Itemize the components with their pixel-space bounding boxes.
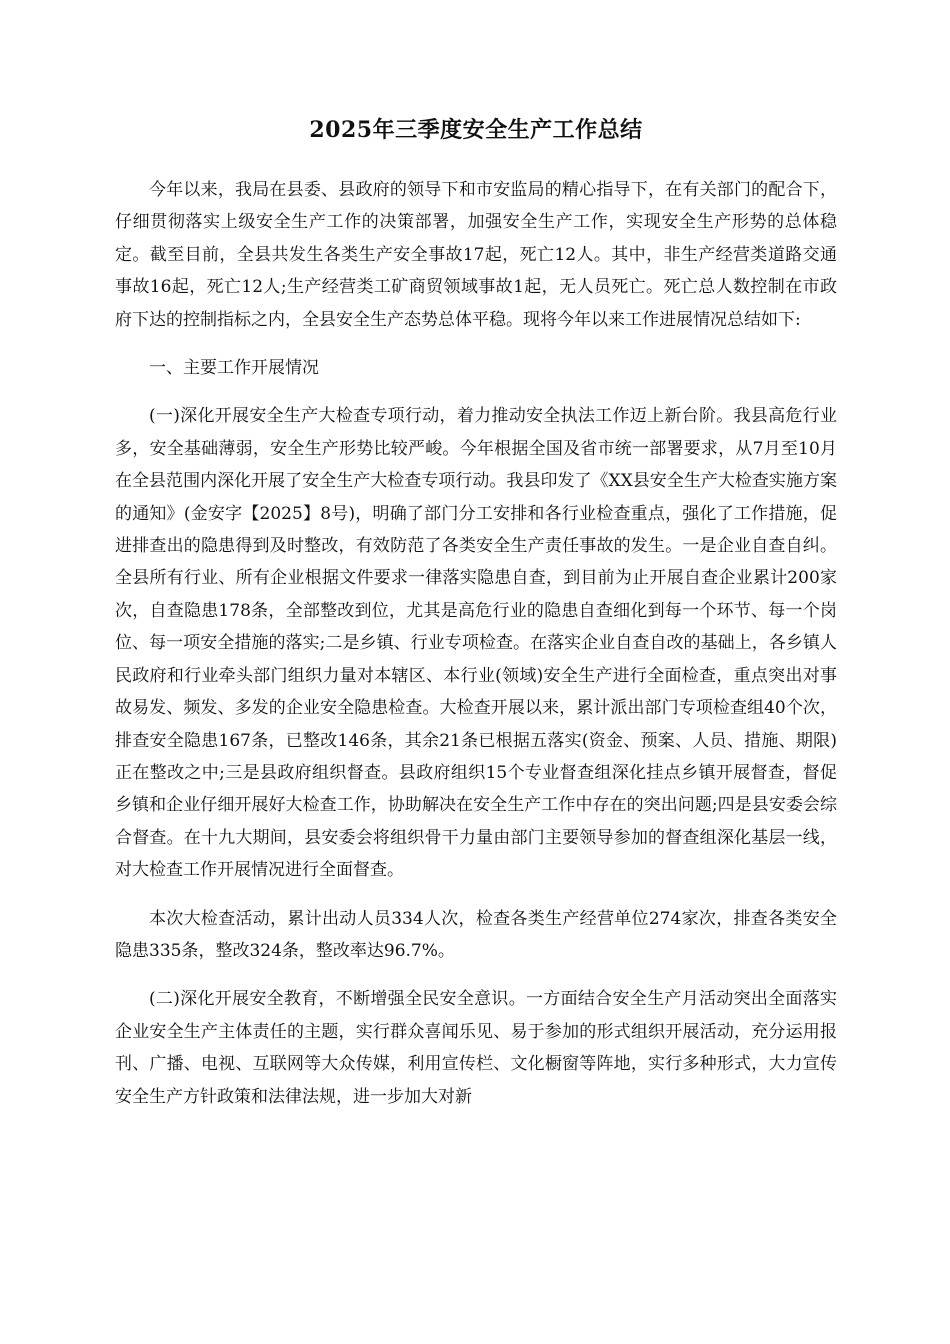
paragraph-safety-education: (二)深化开展安全教育，不断增强全民安全意识。一方面结合安全生产月活动突出全面落实企业安全生产主体责任的主题，实行群众喜闻乐见、易于参加的形式组织开展活动，充分运用报刊、广播、电视、互联网等大众传媒，利用宣传栏、文化橱窗等阵地，实行多种形式，大力宣传安全生产方针政策和法律法规，进一步加大对新 [115,989,837,1107]
paragraph-inspection-campaign: (一)深化开展安全生产大检查专项行动，着力推动安全执法工作迈上新台阶。我县高危行业多，安全基础薄弱，安全生产形势比较严峻。今年根据全国及省市统一部署要求，从7月至10月在全县范围内深化开展了安全生产大检查专项行动。我县印发了《XX县安全生产大检查实施方案的通知》(金安字【2025】8号)，明确了部门分工安排和各行业检查重点，强化了工作措施，促进排查出的隐患得到及时整改，有效防范了各类安全生产责任事故的发生。一是企业自查自纠。全县所有行业、所有企业根据文件要求一律落实隐患自查，到目前为止开展自查企业累计200家次，自查隐患178条，全部整改到位，尤其是高危行业的隐患自查细化到每一个环节、每一个岗位、每一项安全措施的落实;二是乡镇、行业专项检查。在落实企业自查自改的基础上，各乡镇人民政府和行业牵头部门组织力量对本辖区、本行业(领域)安全生产进行全面检查，重点突出对事故易发、频发、多发的企业安全隐患检查。大检查开展以来，累计派出部门专项检查组40个次，排查安全隐患167条，已整改146条，其余21条已根据五落实(资金、预案、人员、措施、期限)正在整改之中;三是县政府组织督查。县政府组织15个专业督查组深化挂点乡镇开展督查，督促乡镇和企业仔细开展好大检查工作，协助解决在安全生产工作中存在的突出问题;四是县安委会综合督查。在十九大期间，县安委会将组织骨干力量由部门主要领导参加的督查组深化基层一线，对大检查工作开展情况进行全面督查。 [115,406,837,881]
document-title: 2025年三季度安全生产工作总结 [309,117,643,143]
paragraph-inspection-summary: 本次大检查活动，累计出动人员334人次，检查各类生产经营单位274家次，排查各类安全隐患335条，整改324条，整改率达96.7%。 [115,908,837,961]
document-page [115,112,837,1129]
paragraph-intro: 今年以来，我局在县委、县政府的领导下和市安监局的精心指导下，在有关部门的配合下，仔细贯彻落实上级安全生产工作的决策部署，加强安全生产工作，实现安全生产形势的总体稳定。截至目前，全县共发生各类生产安全事故17起，死亡12人。其中，非生产经营类道路交通事故16起，死亡12人;生产经营类工矿商贸领域事故1起，无人员死亡。死亡总人数控制在市政府下达的控制指标之内，全县安全生产态势总体平稳。现将今年以来工作进展情况总结如下: [115,180,837,330]
section-heading-main-work: 一、主要工作开展情况 [149,358,319,379]
